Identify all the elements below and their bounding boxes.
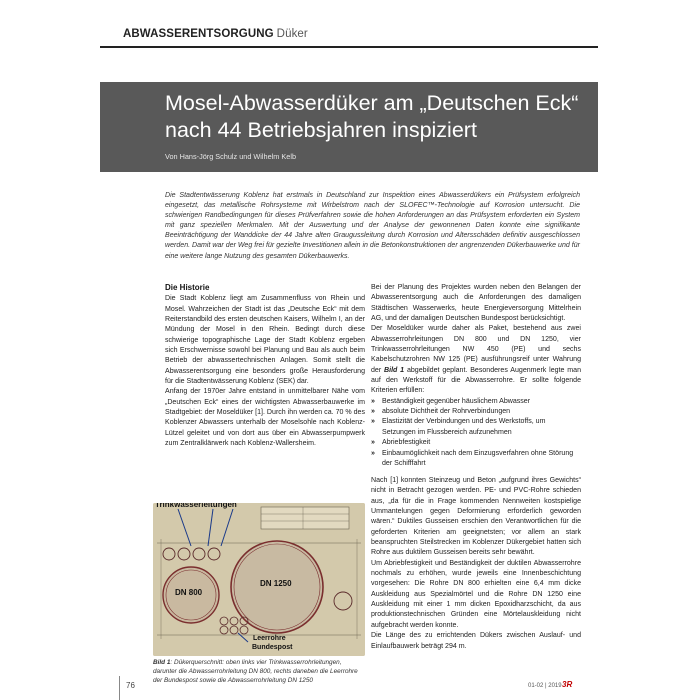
list-item <box>371 438 581 448</box>
footer-rule <box>119 676 120 700</box>
caption-text: : Dükerquerschnitt: oben links vier Trinkwasserrohrleitungen, darunter die Abwasserrohrleitung DN 800, rechts daneben die Leerrohre der Bundespost sowie die Abwasserrohrleitung DN 1250 <box>153 659 358 684</box>
figure-caption <box>153 658 365 685</box>
paragraph: Die Stadt Koblenz liegt am Zusammenfluss von Rhein und Mosel. Wahrzeichen der Stadt ist das „Deutsche Eck“ mit dem Reiterstandbild des ersten deutschen Kaisers, Wilhelm I, an der Mündung der Mosel in den Rhein. Bedingt durch diese schwierige topographische Lage der Stadt Koblenz ergeben sich Erschwernisse sowohl bei Planung und Bau als auch beim Betrieb der abwassertechnischen Anlagen. Somit stellt die Abwasserentsorgung eine besonders große Herausforderung für die Stadtentwässerung Koblenz (SEK) dar. <box>165 295 365 386</box>
list-item <box>371 417 581 438</box>
list-item-text: Beständigkeit gegenüber häuslichem Abwasser <box>382 397 531 405</box>
title-line-2: nach 44 Betriebsjahren inspiziert <box>165 118 477 142</box>
label-dn800: DN 800 <box>175 588 203 597</box>
list-item-text: absolute Dichtheit der Rohrverbindungen <box>382 408 511 416</box>
bullet-mark: » <box>371 439 375 447</box>
running-header <box>123 28 308 40</box>
label-trinkwasserleitungen: Trinkwasserleitungen <box>155 503 237 509</box>
list-item <box>371 397 581 407</box>
bullet-mark: » <box>371 408 375 416</box>
figure-reference: Bild 1 <box>384 366 405 374</box>
list-item <box>371 407 581 417</box>
cross-section-drawing <box>153 503 365 656</box>
header-rule <box>100 46 598 48</box>
paragraph: Anfang der 1970er Jahre entstand in unmittelbarer Nähe vom „Deutschen Eck“ eines der wichtigsten Abwasserbauwerke im Stadtgebiet: der Moseldüker [1]. Durch ihn werden ca. 70 % des Koblenzer Abwassers unterhalb der Moselsohle nach Koblenz-Lützel geleitet und von dort aus über ein Abwasserpumpwerk zum Zentralklärwerk nach Koblenz-Wallersheim. <box>165 388 365 448</box>
paragraph-text: Der Moseldüker wurde daher als Paket, bestehend aus zwei Abwasserrohrleitungen DN 800 und DN 1250, vier Trinkwasserrohrleitungen NW 450 (PE) und sechs Kabelschutzrohren NW 125 (PE) ausführungsreif unter Wahrung der <box>371 325 581 374</box>
paragraph: Um Abriebfestigkeit und Beständigkeit der duktilen Abwasserrohre nochmals zu erhöhen, wurde jeweils eine Innenbeschichtung vorgesehen: Die Rohre DN 800 erhielten eine 6,4 mm dicke Auskleidung aus Spezialmörtel und die Rohre DN 1250 eine Auskleidung mit einer 1 mm dicken Epoxidharzschicht, da aus produktionstechnischen Gründen eine Mörtelauskleidung nicht aufgebracht werden konnte. <box>371 559 581 629</box>
section-label: ABWASSERENTSORGUNG <box>123 28 274 40</box>
title-line-1: Mosel-Abwasserdüker am „Deutschen Eck“ <box>165 91 579 115</box>
article-authors: Von Hans-Jörg Schulz und Wilhelm Kelb <box>165 152 297 161</box>
bullet-mark: » <box>371 449 375 457</box>
page-number: 76 <box>126 681 135 690</box>
criteria-list <box>371 397 581 469</box>
subsection-label: Düker <box>276 28 308 40</box>
paragraph-with-figure-ref <box>371 324 581 396</box>
list-item-text: Abriebfestigkeit <box>382 439 431 447</box>
paragraph: Die Länge des zu errichtenden Dükers zwischen Auslauf- und Einlaufbauwerk beträgt 294 m. <box>371 632 581 650</box>
column-3 <box>371 476 581 652</box>
label-bundespost: Bundespost <box>252 644 293 651</box>
publication-logo: 3R <box>562 680 573 689</box>
paragraph: Nach [1] konnten Steinzeug und Beton „aufgrund ihres Gewichts“ nicht in Betracht gezogen werden. PE- und PVC-Rohre schieden aus, „da für die in Frage kommenden Nennweiten kostspielige Ummantelungen gegen Deformierung erforderlich geworden wären.“ Duktiles Gusseisen erschien den Verantwortlichen für die geforderten Kriterien am geeignetsten; vor allem an stark beanspruchten Steilstrecken im Koblenzer Dükergebiet hatten sich Rohre aus duktilem Gusseisen bereits sehr bewährt. <box>371 477 581 557</box>
issue-label: 01-02 | 2019 <box>528 683 562 689</box>
label-dn1250: DN 1250 <box>260 579 292 588</box>
list-item <box>371 449 581 470</box>
list-item-text: Elastizität der Verbindungen und des Werkstoffs, um Setzungen im Flussbereich aufzunehmen <box>382 418 546 436</box>
paragraph-text: abgebildet geplant. Besonderes Augenmerk legte man auf den Werkstoff für die Abwasserrohre. Er sollte folgende Kriterien erfüllen: <box>371 366 581 395</box>
figure-cross-section <box>153 503 365 656</box>
label-leerrohre: Leerrohre <box>253 635 286 642</box>
article-title <box>165 90 585 144</box>
list-item-text: Einbaumöglichkeit nach dem Einzugsverfahren ohne Störung der Schifffahrt <box>382 449 574 467</box>
paragraph: Bei der Planung des Projektes wurden neben den Belangen der Abwasserentsorgung auch die Anforderungen des damaligen Städtischen Wasserwerks, heute Energieversorgung Mittelrhein AG, und der damaligen Deutschen Bundespost berücksichtigt. <box>371 284 581 323</box>
bullet-mark: » <box>371 418 375 426</box>
section-heading-historie: Die Historie <box>165 283 210 292</box>
article-abstract: Die Stadtentwässerung Koblenz hat erstmals in Deutschland zur Inspektion eines Abwasserdükers ein Prüfsystem erfolgreich eingesetzt, das metallische Rohrsysteme mit Wirbelstrom nach der SLOFEC™-Technologie auf Korrosion untersucht. Die schwierigen Randbedingungen für dieses Prüfverfahren sowie die hohen Anforderungen an das Prüfsystem erforderten ein System mit ganz speziellen Merkmalen. Mit der Auswertung und der Analyse der gewonnenen Daten konnte eine signifikante Beeinträchtigung der Wanddicke der 44 Jahre alten Graugussleitung durch Korrosion und Altersschäden definitiv ausgeschlossen werden. Damit war der Weg frei für gezielte Investitionen allein in die Betonkonstruktionen der angrenzenden Dükerbauwerke und für eine weitere lange Nutzung des gesamten Dükerbauwerks. <box>165 192 580 260</box>
caption-reference: Bild 1 <box>153 659 171 666</box>
bullet-mark: » <box>371 397 375 405</box>
column-1 <box>165 283 365 450</box>
column-2 <box>371 283 581 469</box>
